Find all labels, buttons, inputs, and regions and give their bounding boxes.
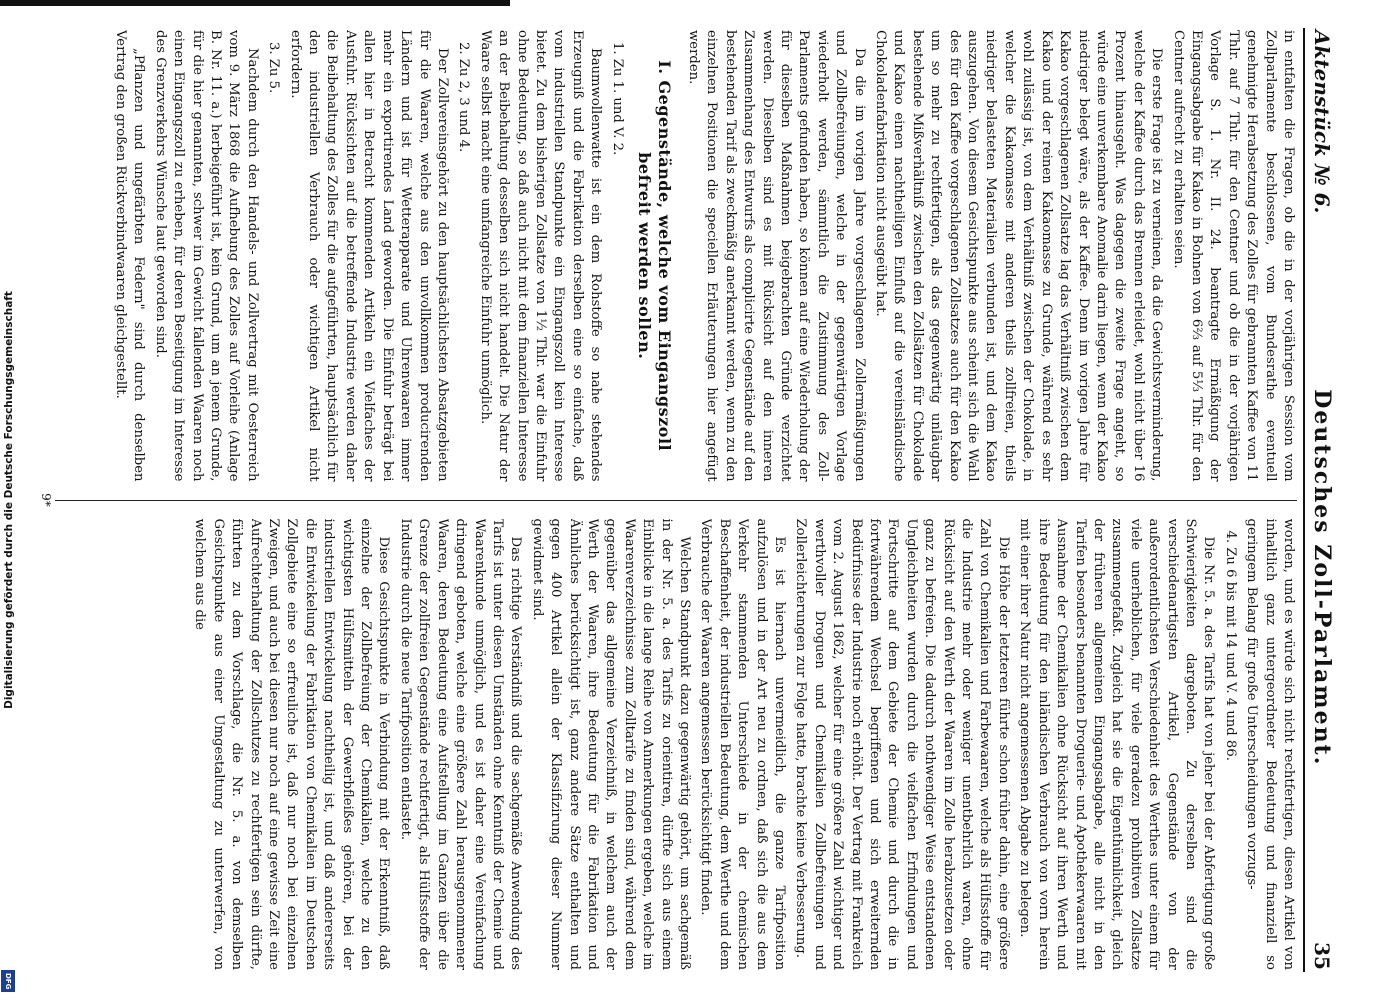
paragraph: Die Nr. 5. a. des Tarifs hat von jeher bei der Abfertigung große Schwierigkeiten dargeboten. Zu derselben sind die verschiedenartigsten Artikel, Gegenstände von der außerordentlichsten Verschiedenheit des Werthes unter einem für viele unerheblichen, für viele geradezu prohibitiven Zollsatze zusammengefaßt. Zugleich hat sie die Eigenthümlichkeit, gleich der früheren allgemeinen Eingangsabgabe, alle nicht in den Tarifen besonders benannten Droguerie- und Apothekerwaaren mit Ausnahme der Chemikalien ohne Rücksicht auf ihren Werth und ihre Bedeutung für den inländischen Verbrauch von vorn herein mit einer ihrer Natur nicht angemessenen Abgabe zu belegen. [1017,518,1217,970]
paragraph: Der Zollvereinsgehört zu den hauptsächlichsten Absatzgebieten für die Waaren, welche aus den unvollkommen producirenden Ländern und ist für Wetterapparate und Uhrenwaaren immer mehr ein exportirendes Land geworden. Die Einfuhr beträgt bei allen hier in Betracht kommenden Artikeln ein Vielfaches der Ausfuhr. Rücksichten auf die betreffende Industrie werden daher die Beibehaltung des Zolles für die aufgeführten, hauptsächlich für den industriellen Verbrauch oder wichtigen Artikel nicht erfordern. [287,30,450,482]
list-item: 2. Zu 2, 3 und 4. [456,42,472,153]
dfg-logo: DFG [1,970,15,992]
signature-mark: 9* [39,493,53,507]
header-rule [1303,28,1305,972]
text-columns [55,30,1297,970]
section-heading: I. Gegenstände, welche vom Eingangszoll befreit werden sollen. [634,60,674,452]
paragraph: Welchen Standpunkt dazu gegenwärtig gehört, um sachgemäß in der Nr. 5. a. des Tarifs zu orientiren, dürfte sich aus einem Einblicke in die lange Reihe von Anmerkungen ergeben, welche im Waarenverzeichnisse zum Zolltarife zu finden sind, während dem gegenüber das allgemeine Verzeichniß, in welchem auch der Werth der Waaren, ihre Bedeutung für die Fabrikation und Ähnliches berücksichtigt ist, ganz andere Sätze enthalten und gegen 400 Artikel allein der Klassifizirung dieser Nummer gewidmet sind. [529,518,692,970]
paragraph: worden, und es würde sich nicht rechtfertigen, diesen Artikel von inhaltlich ganz untergeordneter Bedeutung und finanziell so geringem Belang für große Unterscheidungen vorzugs- [1244,518,1296,970]
paragraph: Die Höhe der letzteren führte schon früher dahin, eine größere Zahl von Chemikalien und Farbewaaren, welche als Hülfsstoffe für die Industrie mehr oder weniger unentbehrlich waren, ohne Rücksicht auf den Werth der Waaren im Zolle herabzusetzen oder ganz zu befreien. Die dadurch nothwendiger Weise entstandenen Ungleichheiten wurden durch die vielfachen Erfindungen und Fortschritte auf dem Gebiete der Chemie und durch die in fortwährendem Wechsel begriffenen und sich erweiternden Bedürfnisse der Industrie noch erhöht. Der Vertrag mit Frankreich vom 2. August 1862, welcher für eine größere Zahl wichtiger und werthvoller Droguen und Chemikalien Zollbefreiungen und Zollerleichterungen zur Folge hatte, brachte keine Verbesserung. [793,518,1011,970]
paragraph: Nachdem durch den Handels- und Zollvertrag mit Oesterreich vom 9. März 1868 die Aufhebung des Zolles auf Vorleihe (Anlage B. Nr. 11. a.) herbeigeführt ist, kein Grund, um an jenem Grunde, für die hier genannten, schwer im Gewicht fallenden Waaren noch einen Eingangszoll zu erheben, für deren Beseitigung im Interesse des Grenzverkehrs Wünsche laut geworden sind. [152,30,260,482]
left-column [55,30,1297,482]
list-item: 1. Zu 1. und V. 2. [609,42,625,156]
page-header [1307,30,1337,970]
paragraph: Das richtige Verständniß und die sachgemäße Anwendung des Tarifs ist unter diesen Umständen ohne Kenntniß der Chemie und Waarenkunde unmöglich, und es ist daher eine Vereinfachung dringend geboten, welche eine größere Zahl herausgenommener Waaren, deren Bedeutung eine Aufstellung im Ganzen über die Grenze der zollfreien Gegenstände rechtfertigt, als Hülfsstoffe der Industrie durch die neue Tarifposition entlastet. [397,518,524,970]
list-item: 4. Zu 6 bis mit 14 und V. 4 und 86. [1222,530,1238,761]
paragraph: Baumwollenwatte ist ein dem Rohstoffe so nahe stehendes Erzeugniß und die Fabrikation derselben eine so einfache, daß vom industriellen Standpunkte ein Eingangszoll kein Interesse bietet. Zu dem bisherigen Zollsatze von 1½ Thlr. war die Einfuhr ohne Bedeutung, so daß auch nicht mit dem finanziellen Interesse an der Beibehaltung desselben sich nicht handelt. Die Natur der Waare selbst macht eine umfangreiche Einfuhr unmöglich. [477,30,604,482]
list-item: 3. Zu 5. [266,42,282,94]
page-number: 35 [1310,942,1334,970]
column-divider [55,500,1297,501]
paragraph: in entfalten die Fragen, ob die in der vorjährigen Session vom Zollparlamente beschlossene, vom Bundesrathe eventuell genehmigte Herabsetzung des Zolles für gebrannten Kaffee von 11 Thlr. auf 7 Thlr. für den Centner und ob die in der vorjährigen Vorlage S. 1. Nr. II. 24. beantragte Ermäßigung der Eingangsabgabe für Kakao in Bohnen von 6⅔ auf 5⅓ Thlr. für den Centner aufrecht zu erhalten seien. [1170,30,1296,482]
paragraph: Die erste Frage ist zu verneinen, da die Gewichtsverminderung, welche der Kaffee durch das Brennen erleidet, wohl nicht über 16 Prozent hinausgeht. Was dagegen die zweite Frage angeht, so würde eine unverkennbare Anomalie darin liegen, wenn der Kakao niedriger belegt wäre, als der Kaffee. Denn im vorigen Jahre für Kakao vorgeschlagenen Zollsatze lag das Verhältniß zwischen dem Kakao und der reinen Kakaomasse zu Grunde, während es sehr wohl zulässig ist, von dem Verhältniß zwischen der Chokolade, in welcher die Kakaomasse mit anderen theils zollfreien, theils niedriger belasteten Materialien verbunden ist, und dem Kakao auszugehen. Von diesem Gesichtspunkte aus scheint sich die Wahl des für den Kaffee vorgeschlagenen Zollsatzes auch für den Kakao um so mehr zu rechtfertigen, als das gegenwärtig unläugbar bestehende Mißverhältniß zwischen den Zollsätzen für Chokolade und Kakao einen nachtheiligen Einfluß auf die vereinsländische Chokoladenfabrikation nicht ausgeübt hat. [873,30,1165,482]
paragraph: Da die im vorigen Jahre vorgeschlagenen Zollermäßigungen und Zollbefreiungen, welche in der gegenwärtigen Vorlage wiederholt werden, sämmtlich die Zustimmung des Zoll-Parlaments gefunden haben, so können auf eine Wiederholung der für dieselben Maßnahmen beigebrachten Gründe verzichtet werden. Dieselben sind es mit Rücksicht auf den inneren Zusammenhang des Entwurfs als complicirte Gegenstände auf den bestehenden Tarif als zweckmäßig anerkannt werden, wenn zu den einzelnen Positionen die speciellen Erläuterungen hier angefügt werden. [686,30,867,482]
paragraph: Diese Gesichtspunkte in Verbindung mit der Erkenntniß, daß einzelne der Zollbefreiung der Chemikalien, welche zu den wichtigsten Hülfsmitteln der Gewerbfleißes gehören, bei der industriellen Entwickelung nachtheilig ist, und daß andererseits die Entwickelung der Fabrikation von Chemikalien im Deutschen Zollgebiete eine so erfreuliche ist, daß nur noch bei einzelnen Zweigen, und auch bei diesen nur noch auf eine gewisse Zeit eine Aufrechterhaltung der Zollschutzes zu rechtfertigen sein dürfte, führten zu dem Vorschlage, die Nr. 5. a. von demselben Gesichtspunkte aus einer Umgestaltung zu unterwerfen, von welchem aus die [192,518,392,970]
paragraph: „Pflanzen und ungefärbten Federn" sind durch denselben Vertrag den großen Rückverbindwaaren gleichgestellt. [113,30,147,482]
digitization-credit-text: Digitalisierung gefördert durch die Deutsche Forschungsgemeinschaft [3,291,16,709]
page-title: Deutsches Zoll-Parlament. [1309,389,1335,767]
appendix-number: Aktenstück № 6. [1310,30,1334,214]
paragraph: Es ist hiernach unvermeidlich, die ganze Tarifposition aufzulösen und in der Art neu zu ordnen, daß sich die aus dem Verkehr stammenden Unterschiede in der chemischen Beschaffenheit, der industriellen Bedeutung, dem Werthe und dem Verbrauche der Waaren angemessen berücksichtigt finden. [698,518,788,970]
scanned-page [35,20,1345,980]
right-column [55,519,1297,971]
